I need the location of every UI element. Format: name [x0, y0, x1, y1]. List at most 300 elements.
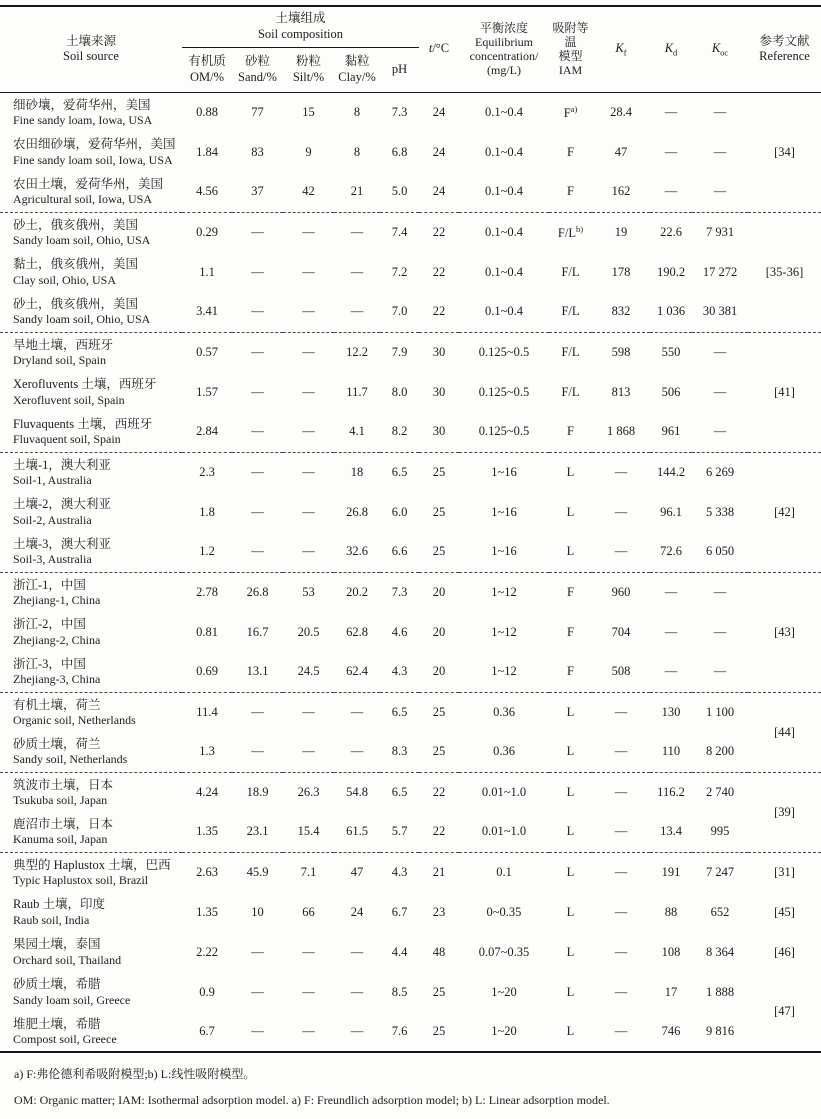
cell-om: 1.8: [199, 504, 215, 519]
cell-koc: 1 888: [705, 984, 735, 999]
cell-soil-source: [0, 772, 182, 812]
cell-kf: —: [592, 812, 650, 852]
cell-sand: 23.1: [232, 812, 283, 852]
soil-name-en: Clay soil, Ohio, USA: [13, 272, 117, 287]
cell-soil-source: [0, 132, 182, 172]
cell-om: 2.22: [196, 944, 218, 959]
cell-iam: L: [566, 784, 575, 799]
soil-name-zh: Xerofluvents 土壤，西班牙: [13, 377, 157, 392]
cell-koc: 7 931: [705, 224, 735, 239]
cell-koc: —: [713, 584, 727, 599]
cell-kd: 110: [650, 732, 692, 772]
cell-temperature: 30: [432, 384, 446, 399]
cell-om: 0.88: [196, 104, 218, 119]
cell-temperature: 30: [432, 344, 446, 359]
soil-name-zh: 浙江-2，中国: [13, 617, 86, 632]
soil-name-en: Xerofluvent soil, Spain: [13, 392, 125, 407]
cell-kd: 108: [661, 944, 681, 959]
cell-silt: —: [302, 944, 315, 959]
table-row: [0, 852, 821, 892]
cell-iam: L: [566, 984, 575, 999]
cell-kd: 72.6: [650, 532, 692, 572]
cell-silt: 9: [305, 144, 312, 159]
table-header: [0, 6, 821, 92]
header-soil-source: [0, 6, 182, 92]
cell-silt: —: [302, 1024, 315, 1038]
table-row: [0, 212, 821, 252]
cell-kf: 704: [611, 624, 631, 639]
cell-kd: 191: [661, 864, 681, 879]
cell-iam: F/L: [549, 292, 592, 332]
cell-soil-source: [0, 252, 182, 292]
table-row: [0, 252, 821, 292]
cell-clay: 62.8: [346, 624, 368, 639]
cell-equilibrium-concentration: 0.1: [496, 864, 512, 879]
cell-kd: —: [664, 624, 678, 639]
soil-name-en: Zhejiang-3, China: [13, 672, 101, 687]
cell-kd: —: [650, 172, 692, 212]
cell-ph: 8.3: [380, 732, 419, 772]
soil-name-zh: 筑波市土壤，日本: [13, 777, 114, 792]
table-row: [0, 812, 821, 852]
header-om: [182, 47, 232, 92]
soil-name-en: Raub soil, India: [13, 912, 90, 927]
cell-silt: 66: [302, 904, 315, 919]
cell-temperature: 25: [432, 1024, 446, 1038]
table-row: [0, 492, 821, 532]
cell-ph: 4.6: [391, 624, 408, 639]
cell-om: 2.3: [199, 464, 215, 479]
cell-temperature: 22: [419, 292, 459, 332]
iam-footnote-marker: a): [570, 103, 578, 114]
cell-sand: —: [232, 412, 283, 452]
cell-silt: 15: [302, 104, 315, 119]
cell-om: 2.84: [182, 412, 232, 452]
header-soil-composition-en: Soil composition: [257, 26, 344, 41]
cell-om: 1.84: [196, 144, 218, 159]
cell-equilibrium-concentration: 0.1~0.4: [484, 224, 523, 239]
cell-temperature: 22: [432, 264, 446, 279]
cell-kd: 144.2: [656, 464, 686, 479]
cell-kf: 813: [611, 384, 631, 399]
cell-om: 0.57: [196, 344, 218, 359]
cell-kf: —: [614, 984, 628, 999]
cell-koc: 652: [710, 904, 730, 919]
header-clay-zh: 黏粒: [344, 53, 370, 68]
cell-kf: —: [614, 704, 628, 719]
soil-name-zh: 浙江-1，中国: [13, 577, 86, 592]
cell-kd: 190.2: [656, 264, 686, 279]
cell-sand: —: [251, 944, 264, 959]
cell-temperature: 24: [432, 104, 446, 119]
cell-soil-source: [0, 492, 182, 532]
cell-clay: 54.8: [346, 784, 368, 799]
cell-temperature: 25: [419, 532, 459, 572]
cell-reference: [43]: [748, 572, 821, 692]
table-row: [0, 732, 821, 772]
cell-koc: —: [692, 412, 748, 452]
cell-clay: —: [350, 704, 364, 719]
cell-om: 6.7: [199, 1024, 215, 1038]
footnote-zh: a) F:弗伦德利希吸附模型;b) L:线性吸附模型。: [14, 1067, 256, 1081]
table-row: [0, 572, 821, 612]
cell-clay: 20.2: [346, 584, 368, 599]
kd-subscript: d: [673, 47, 678, 58]
cell-reference: [34]: [748, 92, 821, 212]
cell-clay: 8: [353, 144, 361, 159]
cell-iam: L: [566, 864, 575, 879]
soil-name-zh: 农田细砂壤，爱荷华州，美国: [13, 137, 176, 152]
cell-ph: 6.5: [391, 704, 408, 719]
iam-line-zh1: 吸附等温: [552, 20, 589, 50]
table-row: [0, 1012, 821, 1052]
header-om-zh: 有机质: [188, 53, 226, 68]
soil-name-zh: 砂土，俄亥俄州，美国: [13, 297, 139, 312]
cell-reference: [35-36]: [748, 212, 821, 332]
cell-soil-source: [0, 932, 182, 972]
soil-name-zh: 细砂壤，爱荷华州，美国: [13, 97, 151, 112]
soil-name-en: Agricultural soil, Iowa, USA: [13, 192, 152, 207]
table-row: [0, 452, 821, 492]
cell-iam: $F/L^{b)}$: [557, 223, 584, 240]
cell-reference: [47]: [774, 1004, 795, 1018]
cell-koc: 6 050: [692, 532, 748, 572]
cell-temperature: 22: [432, 784, 446, 799]
cell-sand: —: [232, 292, 283, 332]
cell-silt: —: [302, 464, 315, 479]
cell-soil-source: [0, 532, 182, 572]
cell-sand: —: [251, 344, 264, 359]
header-soil-composition-zh: 土壤组成: [275, 11, 326, 26]
koc-symbol: K: [711, 40, 721, 55]
cell-om: 1.35: [182, 812, 232, 852]
cell-sand: 18.9: [246, 784, 269, 799]
cell-sand: —: [251, 464, 264, 479]
soil-name-en: Typic Haplustox soil, Brazil: [13, 872, 149, 887]
cell-koc: —: [692, 172, 748, 212]
table-row: [0, 172, 821, 212]
cell-reference: [45]: [774, 904, 795, 919]
cell-iam: F: [549, 172, 592, 212]
equilibrium-line-en1: Equilibrium: [475, 35, 533, 50]
table-row: [0, 612, 821, 652]
cell-ph: 8.2: [380, 412, 419, 452]
soil-name-zh: 土壤-3，澳大利亚: [13, 537, 111, 552]
cell-clay: 24: [350, 904, 364, 919]
cell-equilibrium-concentration: 1~12: [491, 624, 517, 639]
cell-koc: —: [713, 384, 727, 399]
cell-silt: 20.5: [297, 624, 320, 639]
cell-temperature: 23: [432, 904, 446, 919]
cell-kd: 13.4: [650, 812, 692, 852]
soil-name-zh: 农田土壤，爱荷华州，美国: [13, 177, 164, 192]
cell-silt: —: [302, 344, 315, 359]
table-row: [0, 692, 821, 732]
cell-kf: —: [614, 784, 628, 799]
cell-kf: 19: [614, 224, 628, 239]
cell-clay: 62.4: [334, 652, 380, 692]
equilibrium-line-en2: concentration/: [469, 49, 539, 64]
cell-clay: 11.7: [346, 384, 368, 399]
cell-ph: 7.2: [391, 264, 408, 279]
footnote-en: OM: Organic matter; IAM: Isothermal adsorption model. a) F: Freundlich adsorption model; b) L: Linear adsorption model.: [14, 1092, 610, 1107]
cell-om: 1.1: [199, 264, 215, 279]
cell-equilibrium-concentration: 0.125~0.5: [459, 412, 549, 452]
header-equilibrium-concentration: [459, 6, 549, 92]
table-row: [0, 652, 821, 692]
cell-clay: —: [334, 292, 380, 332]
cell-iam: F: [549, 412, 592, 452]
cell-silt: 53: [302, 584, 315, 599]
soil-name-en: Sandy soil, Netherlands: [13, 752, 128, 767]
cell-clay: 47: [350, 864, 364, 879]
cell-kf: 162: [592, 172, 650, 212]
soil-name-en: Sandy loam soil, Ohio, USA: [13, 312, 151, 327]
cell-kd: —: [650, 652, 692, 692]
header-silt-zh: 粉粒: [295, 53, 321, 68]
soil-name-en: Organic soil, Netherlands: [13, 712, 136, 727]
soil-name-zh: 果园土壤，泰国: [13, 937, 101, 952]
cell-reference: [46]: [774, 944, 795, 959]
soil-name-en: Soil-3, Australia: [13, 552, 92, 567]
cell-sand: —: [251, 704, 264, 719]
table-row: [0, 892, 821, 932]
soil-name-en: Zhejiang-2, China: [13, 632, 101, 647]
cell-reference: [31]: [774, 864, 795, 879]
cell-sand: 13.1: [232, 652, 283, 692]
cell-equilibrium-concentration: 0.1~0.4: [484, 104, 523, 119]
cell-soil-source: [0, 812, 182, 852]
cell-kf: 598: [611, 344, 631, 359]
header-silt-en: Silt/%: [292, 69, 325, 84]
soil-name-zh: 典型的 Haplustox 土壤，巴西: [13, 857, 171, 872]
table-row: [0, 412, 821, 452]
cell-temperature: 25: [432, 704, 446, 719]
cell-kd: 506: [661, 384, 681, 399]
cell-equilibrium-concentration: 1~16: [491, 504, 517, 519]
cell-soil-source: [0, 452, 182, 492]
cell-iam: L: [566, 944, 575, 959]
cell-ph: 7.9: [391, 344, 408, 359]
cell-silt: —: [302, 504, 315, 519]
cell-iam: L: [566, 1024, 575, 1038]
equilibrium-line-unit: (mg/L): [487, 63, 521, 78]
cell-kd: —: [664, 144, 678, 159]
cell-om: 1.2: [182, 532, 232, 572]
cell-silt: —: [302, 224, 315, 239]
cell-koc: 30 381: [692, 292, 748, 332]
header-koc: [692, 6, 748, 92]
cell-iam: L: [566, 904, 575, 919]
cell-silt: —: [302, 264, 315, 279]
cell-kd: 961: [650, 412, 692, 452]
cell-equilibrium-concentration: 0.1~0.4: [459, 172, 549, 212]
cell-soil-source: [0, 892, 182, 932]
soil-name-zh: 浙江-3，中国: [13, 657, 86, 672]
cell-equilibrium-concentration: 0.125~0.5: [478, 344, 530, 359]
header-sand-en: Sand/%: [238, 69, 277, 84]
cell-clay: —: [350, 264, 364, 279]
cell-kf: —: [592, 532, 650, 572]
table-body: [0, 92, 821, 1052]
cell-clay: 21: [334, 172, 380, 212]
cell-temperature: 24: [419, 172, 459, 212]
cell-ph: 7.3: [391, 584, 408, 599]
cell-iam: L: [566, 464, 575, 479]
cell-sand: —: [232, 532, 283, 572]
cell-temperature: 30: [419, 412, 459, 452]
cell-soil-source: [0, 572, 182, 612]
header-ph: [380, 47, 419, 92]
soil-name-en: Fine sandy loam soil, Iowa, USA: [13, 152, 173, 167]
cell-sand: —: [251, 984, 264, 999]
cell-temperature: 22: [419, 812, 459, 852]
cell-ph: 7.6: [391, 1024, 408, 1038]
footnotes: [14, 1067, 821, 1108]
header-soil-source-zh: 土壤来源: [65, 33, 116, 48]
cell-iam: L: [566, 704, 575, 719]
cell-kd: 17: [664, 984, 678, 999]
cell-kf: —: [592, 732, 650, 772]
cell-sand: 10: [251, 904, 264, 919]
cell-om: 0.9: [199, 984, 215, 999]
cell-om: 0.81: [196, 624, 218, 639]
cell-ph: 4.4: [391, 944, 408, 959]
cell-koc: —: [713, 624, 727, 639]
cell-reference: [39]: [748, 772, 821, 852]
soil-name-en: Soil-1, Australia: [13, 472, 92, 487]
cell-equilibrium-concentration: 0.1~0.4: [459, 292, 549, 332]
soil-name-zh: 有机土壤，荷兰: [13, 697, 101, 712]
header-sand-zh: 砂粒: [244, 53, 270, 68]
cell-kd: 1 036: [650, 292, 692, 332]
soil-name-en: Fluvaquent soil, Spain: [13, 432, 121, 447]
cell-koc: 8 200: [692, 732, 748, 772]
cell-koc: 8 364: [705, 944, 735, 959]
table-row: [0, 772, 821, 812]
kf-symbol: K: [615, 40, 624, 55]
cell-sand: 26.8: [246, 584, 269, 599]
cell-kd: 550: [661, 344, 681, 359]
header-temperature: [419, 6, 459, 92]
soil-name-zh: Raub 土壤，印度: [13, 897, 106, 912]
header-kd: [650, 6, 692, 92]
cell-kf: —: [614, 904, 628, 919]
cell-iam: F: [567, 584, 574, 599]
cell-soil-source: [0, 412, 182, 452]
cell-kd: —: [664, 584, 678, 599]
cell-ph: 5.7: [380, 812, 419, 852]
table-row: [0, 92, 821, 132]
soil-name-zh: 砂质土壤，希腊: [13, 977, 101, 992]
cell-iam: L: [549, 732, 592, 772]
table-row: [0, 932, 821, 972]
cell-silt: 26.3: [297, 784, 320, 799]
cell-sand: —: [251, 224, 264, 239]
cell-koc: —: [692, 652, 748, 692]
cell-kf: 178: [611, 264, 631, 279]
cell-om: 4.24: [196, 784, 218, 799]
header-clay-en: Clay/%: [338, 69, 376, 84]
cell-ph: 4.3: [380, 652, 419, 692]
cell-soil-source: [0, 332, 182, 372]
cell-sand: —: [251, 504, 264, 519]
cell-sand: —: [251, 384, 264, 399]
soil-name-zh: 黏土，俄亥俄州，美国: [13, 257, 139, 272]
cell-iam: F: [549, 652, 592, 692]
temperature-unit: /°C: [432, 41, 450, 56]
cell-clay: 26.8: [346, 504, 368, 519]
cell-koc: 6 269: [705, 464, 735, 479]
cell-koc: —: [713, 144, 727, 159]
cell-clay: —: [334, 732, 380, 772]
cell-soil-source: [0, 852, 182, 892]
cell-iam: L: [566, 504, 575, 519]
cell-koc: —: [713, 104, 727, 119]
cell-sand: —: [251, 264, 264, 279]
soil-name-en: Fine sandy loam, Iowa, USA: [13, 112, 153, 127]
cell-ph: 7.4: [391, 224, 408, 239]
cell-reference: [42]: [748, 452, 821, 572]
cell-silt: —: [283, 732, 334, 772]
cell-soil-source: [0, 732, 182, 772]
header-reference: [748, 6, 821, 92]
header-soil-source-en: Soil source: [63, 49, 119, 64]
cell-koc: 5 338: [705, 504, 735, 519]
cell-kd: 88: [664, 904, 678, 919]
cell-equilibrium-concentration: 0~0.35: [486, 904, 522, 919]
cell-temperature: 25: [432, 464, 446, 479]
cell-ph: 6.0: [391, 504, 408, 519]
cell-soil-source: [0, 692, 182, 732]
cell-iam: F: [567, 624, 574, 639]
cell-reference: [44]: [748, 692, 821, 772]
cell-silt: 7.1: [300, 864, 317, 879]
cell-om: 0.69: [182, 652, 232, 692]
soil-name-en: Zhejiang-1, China: [13, 592, 101, 607]
header-iam: [549, 6, 592, 92]
cell-soil-source: [0, 292, 182, 332]
cell-sand: —: [251, 1024, 264, 1038]
soil-name-zh: 砂土，俄亥俄州，美国: [13, 217, 139, 232]
cell-soil-source: [0, 1012, 182, 1052]
cell-ph: 6.5: [391, 784, 408, 799]
soil-name-zh: 鹿沼市土壤，日本: [13, 817, 114, 832]
soil-name-en: Tsukuba soil, Japan: [13, 792, 108, 807]
cell-temperature: 25: [432, 504, 446, 519]
cell-iam: F/L: [561, 344, 580, 359]
cell-ph: 8.0: [391, 384, 408, 399]
cell-equilibrium-concentration: 1~20: [491, 984, 517, 999]
cell-equilibrium-concentration: 1~16: [491, 464, 517, 479]
soil-name-en: Orchard soil, Thailand: [13, 952, 122, 967]
soil-name-zh: 旱地土壤，西班牙: [13, 337, 114, 352]
cell-soil-source: [0, 212, 182, 252]
soil-adsorption-table: [0, 5, 821, 1053]
cell-om: 3.41: [182, 292, 232, 332]
cell-equilibrium-concentration: 0.36: [459, 732, 549, 772]
cell-kd: —: [664, 104, 678, 119]
table-row: [0, 132, 821, 172]
cell-clay: 18: [350, 464, 364, 479]
cell-sand: 45.9: [246, 864, 269, 879]
soil-name-en: Dryland soil, Spain: [13, 352, 106, 367]
header-clay: [334, 47, 380, 92]
cell-ph: 7.3: [391, 104, 408, 119]
header-silt: [283, 47, 334, 92]
header-sand: [232, 47, 283, 92]
kd-symbol: K: [664, 40, 674, 55]
